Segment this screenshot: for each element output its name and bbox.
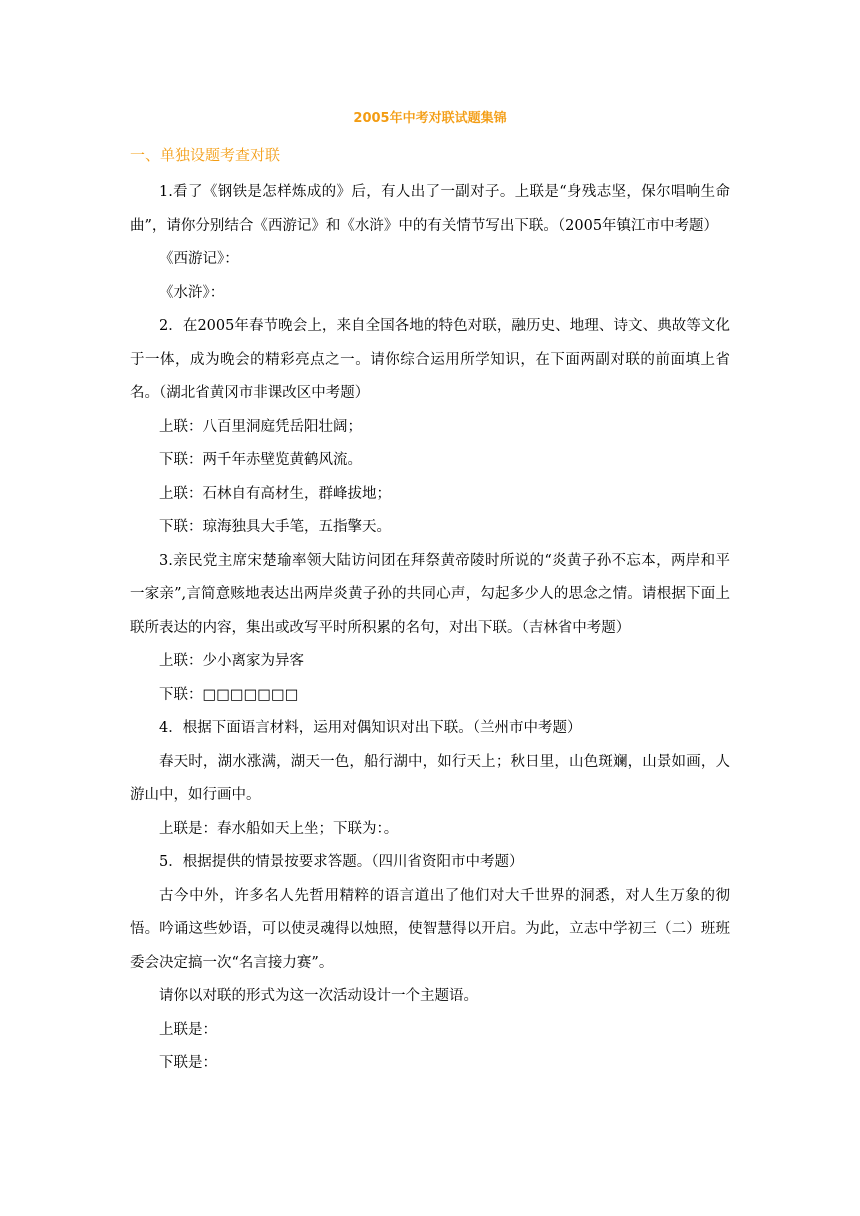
paragraph-q3: 3.亲民党主席宋楚瑜率领大陆访问团在拜祭黄帝陵时所说的“炎黄子孙不忘本，两岸和平一家亲”,言简意赅地表达出两岸炎黄子孙的共同心声，勾起多少人的思念之情。请根据下面上联所表达的内容，集出或改写平时所积累的名句，对出下联。（吉林省中考题） xyxy=(130,552,730,636)
paragraph-q4-material: 春天时，湖水涨满，湖天一色，船行湖中，如行天上；秋日里，山色斑斓，山景如画，人游山中，如行画中。 xyxy=(130,753,730,803)
paragraph-q5-upper: 上联是： xyxy=(159,1021,217,1038)
paragraph-q1-xiyouji: 《西游记》： xyxy=(159,251,239,267)
paragraph-q4-couplet: 上联是：春水船如天上坐；下联为：。 xyxy=(159,820,399,837)
document-title: 2005年中考对联试题集锦 xyxy=(353,111,507,126)
paragraph-q1: 1.看了《钢铁是怎样炼成的》后，有人出了一副对子。上联是“身残志坚，保尔唱响生命曲”，请你分别结合《西游记》和《水浒》中的有关情节写出下联。（2005年镇江市中考题） xyxy=(130,184,730,234)
paragraph-q3-upper: 上联：少小离家为异客 xyxy=(159,653,304,669)
paragraph-q4: 4．根据下面语言材料，运用对偶知识对出下联。（兰州市中考题） xyxy=(159,720,582,736)
paragraph-q3-lower: 下联：□□□□□□□ xyxy=(159,686,299,703)
paragraph-q5: 5．根据提供的情景按要求答题。（四川省资阳市中考题） xyxy=(159,854,524,870)
section-heading: 一、单独设题考查对联 xyxy=(130,146,281,164)
paragraph-q2-couplet2-upper: 上联：石林自有高材生，群峰拔地； xyxy=(159,485,391,502)
document-body xyxy=(130,176,730,1081)
paragraph-q5-context: 古今中外，许多名人先哲用精粹的语言道出了他们对大千世界的洞悉，对人生万象的彻悟。吟诵这些妙语，可以使灵魂得以烛照，使智慧得以开启。为此，立志中学初三（二）班班委会决定搞一次“名言接力赛”。 xyxy=(130,887,730,971)
paragraph-q2-couplet2-lower: 下联：琼海独具大手笔，五指擎天。 xyxy=(159,519,391,535)
paragraph-q5-lower: 下联是： xyxy=(159,1055,217,1071)
paragraph-q5-instruction: 请你以对联的形式为这一次活动设计一个主题语。 xyxy=(159,988,478,1004)
paragraph-q1-shuihu: 《水浒》： xyxy=(159,284,225,301)
paragraph-q2: 2．在2005年春节晚会上，来自全国各地的特色对联，融历史、地理、诗文、典故等文化于一体，成为晚会的精彩亮点之一。请你综合运用所学知识，在下面两副对联的前面填上省名。（湖北省黄冈市非课改区中考题） xyxy=(130,318,730,401)
paragraph-q2-couplet1-upper: 上联：八百里洞庭凭岳阳壮阔； xyxy=(159,418,362,435)
paragraph-q2-couplet1-lower: 下联：两千年赤壁览黄鹤风流。 xyxy=(159,452,362,468)
